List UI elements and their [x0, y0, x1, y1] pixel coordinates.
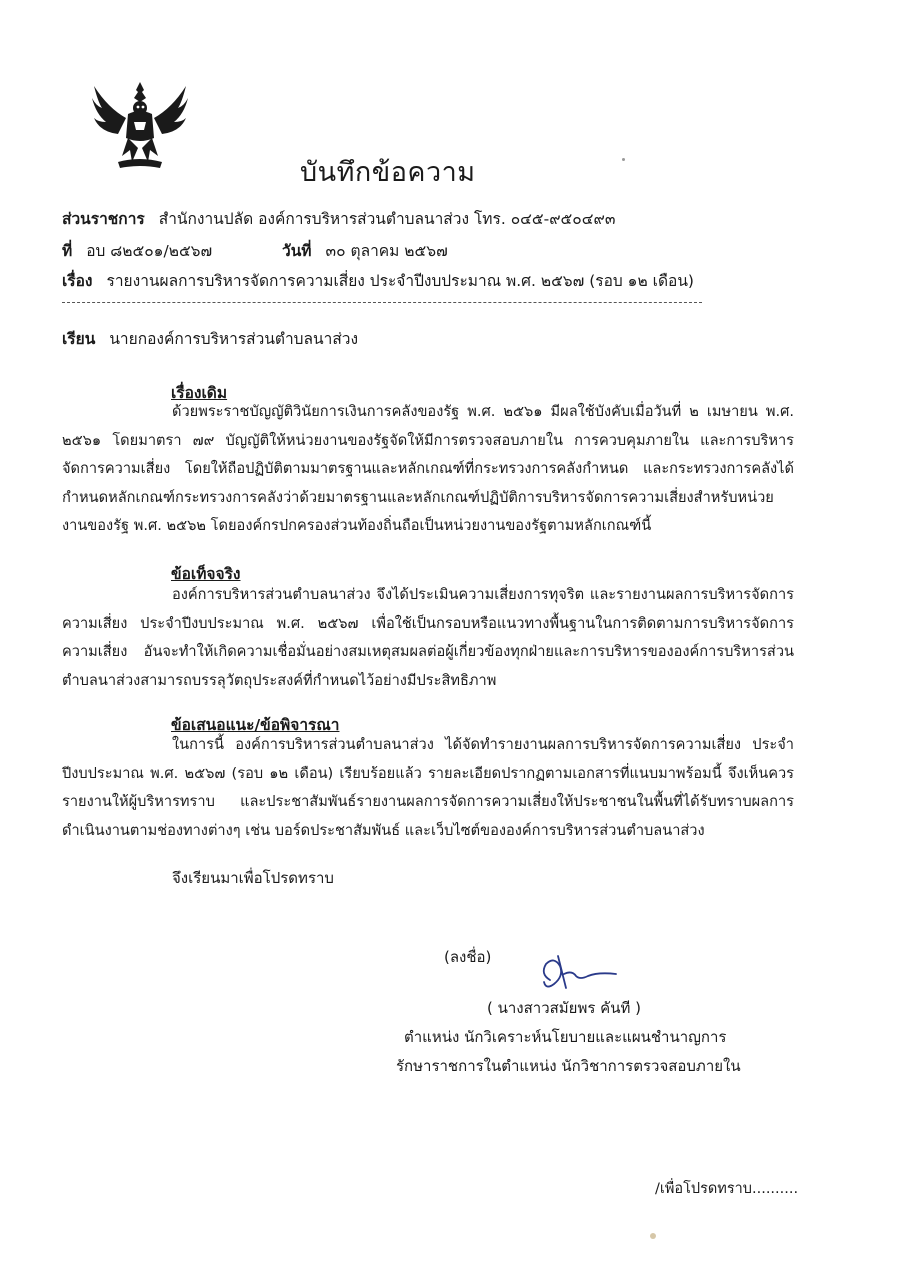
facts-heading: ข้อเท็จจริง: [171, 565, 241, 583]
garuda-emblem-icon: [88, 78, 192, 174]
subject-label: เรื่อง: [62, 272, 93, 290]
signer-position: ตำแหน่ง นักวิเคราะห์นโยบายและแผนชำนาญการ: [404, 1028, 727, 1046]
continuation-note: /เพื่อโปรดทราบ..........: [655, 1181, 799, 1197]
addressee-label: เรียน: [62, 330, 96, 348]
memo-title: บันทึกข้อความ: [300, 157, 476, 188]
handwritten-signature: [536, 950, 626, 1000]
facts-paragraph: [62, 581, 794, 695]
reference-label: ที่: [62, 242, 73, 260]
paper-speck: [650, 1233, 656, 1239]
reference-value: อบ ๘๒๕๐๑/๒๕๖๗: [86, 242, 213, 260]
signer-acting-position: รักษาราชการในตำแหน่ง นักวิชาการตรวจสอบภายใน: [396, 1057, 741, 1075]
addressee-value: นายกองค์การบริหารส่วนตำบลนาส่วง: [109, 330, 359, 348]
paper-speck: [622, 158, 625, 161]
date-line: [282, 238, 448, 263]
proposal-text: ในการนี้ องค์การบริหารส่วนตำบลนาส่วง ได้จัดทำรายงานผลการบริหารจัดการความเสี่ยง ประจำปีงบประมาณ พ.ศ. ๒๕๖๗ (รอบ ๑๒ เดือน) เรียบร้อยแล้ว รายละเอียดปรากฏตามเอกสารที่แนบมาพร้อมนี้ จึงเห็นควรรายงานให้ผู้บริหารทราบ และประชาสัมพันธ์รายงานผลการจัดการความเสี่ยงให้ประชาชนในพื้นที่ได้รับทราบผลการดำเนินงานตามช่องทางต่างๆ เช่น บอร์ดประชาสัมพันธ์ และเว็บไซต์ขององค์การบริหารส่วนตำบลนาส่วง: [62, 736, 794, 839]
agency-line: [62, 206, 615, 231]
background-text: ด้วยพระราชบัญญัติวินัยการเงินการคลังของรัฐ พ.ศ. ๒๕๖๑ มีผลใช้บังคับเมื่อวันที่ ๒ เมษายน พ.ศ. ๒๕๖๑ โดยมาตรา ๗๙ บัญญัติให้หน่วยงานของรัฐจัดให้มีการตรวจสอบภายใน การควบคุมภายใน และการบริหารจัดการความเสี่ยง โดยให้ถือปฏิบัติตามมาตรฐานและหลักเกณฑ์ที่กระทรวงการคลังกำหนด และกระทรวงการคลังได้กำหนดหลักเกณฑ์กระทรวงการคลังว่าด้วยมาตรฐานและหลักเกณฑ์ปฏิบัติการบริหารจัดการความเสี่ยงสำหรับหน่วยงานของรัฐ พ.ศ. ๒๕๖๒ โดยองค์กรปกครองส่วนท้องถิ่นถือเป็นหน่วยงานของรัฐตามหลักเกณฑ์นี้: [62, 403, 794, 535]
header-divider: [62, 302, 702, 303]
facts-text: องค์การบริหารส่วนตำบลนาส่วง จึงได้ประเมินความเสี่ยงการทุจริต และรายงานผลการบริหารจัดการความเสี่ยง ประจำปีงบประมาณ พ.ศ. ๒๕๖๗ เพื่อใช้เป็นกรอบหรือแนวทางพื้นฐานในการติดตามการบริหารจัดการความเสี่ยง อันจะทำให้เกิดความเชื่อมั่นอย่างสมเหตุสมผลต่อผู้เกี่ยวข้องทุกฝ่ายและการบริหารขององค์การบริหารส่วนตำบลนาส่วงสามารถบรรลุวัตถุประสงค์ที่กำหนดไว้อย่างมีประสิทธิภาพ: [62, 586, 794, 689]
addressee-line: [62, 326, 358, 351]
closing-line: จึงเรียนมาเพื่อโปรดทราบ: [172, 869, 334, 887]
subject-value: รายงานผลการบริหารจัดการความเสี่ยง ประจำปีงบประมาณ พ.ศ. ๒๕๖๗ (รอบ ๑๒ เดือน): [106, 272, 694, 290]
background-paragraph: [62, 398, 794, 541]
proposal-paragraph: [62, 731, 794, 845]
date-label: วันที่: [282, 242, 312, 260]
signer-name: ( นางสาวสมัยพร คันที ): [487, 999, 641, 1017]
agency-label: ส่วนราชการ: [62, 210, 145, 228]
proposal-heading: ข้อเสนอแนะ/ข้อพิจารณา: [171, 716, 340, 734]
agency-value: สำนักงานปลัด องค์การบริหารส่วนตำบลนาส่วง โทร. ๐๔๕-๙๕๐๔๙๓: [158, 210, 616, 228]
date-value: ๓๐ ตุลาคม ๒๕๖๗: [325, 242, 448, 260]
reference-line: [62, 238, 212, 263]
background-heading: เรื่องเดิม: [171, 384, 228, 402]
signature-label: (ลงชื่อ): [444, 948, 492, 966]
subject-line: [62, 268, 694, 293]
